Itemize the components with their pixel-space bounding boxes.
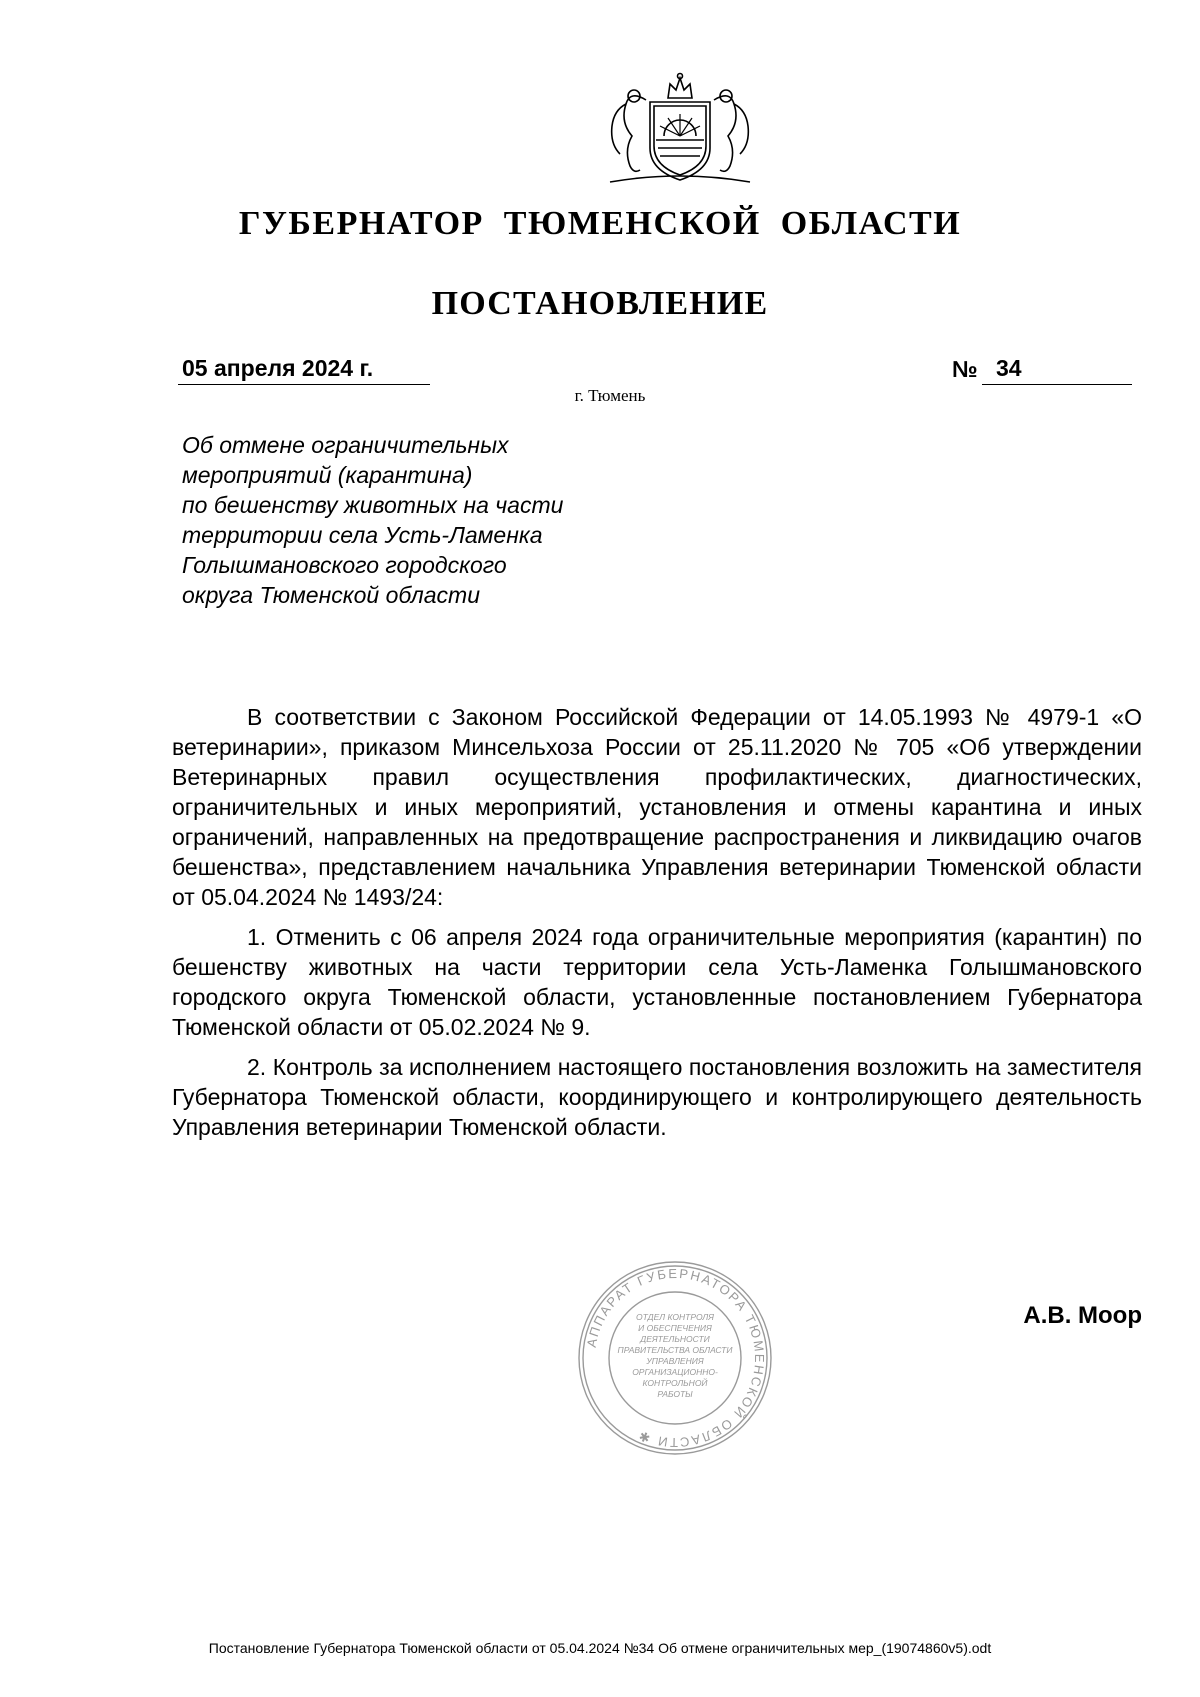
svg-text:ПРАВИТЕЛЬСТВА ОБЛАСТИ: ПРАВИТЕЛЬСТВА ОБЛАСТИ bbox=[617, 1345, 733, 1355]
svg-text:ОРГАНИЗАЦИОННО-: ОРГАНИЗАЦИОННО- bbox=[632, 1367, 718, 1377]
document-number: 34 bbox=[996, 355, 1022, 381]
file-footer: Постановление Губернатора Тюменской области от 05.04.2024 №34 Об отмене ограничительных мер_(19074860v5).odt bbox=[208, 1640, 992, 1656]
preamble-paragraph: В соответствии с Законом Российской Федерации от 14.05.1993 № 4979-1 «О ветеринарии», приказом Минсельхоза России от 25.11.2020 № 705 «Об утверждении Ветеринарных правил осуществления профилактических, диагностических, ограничительных и иных мероприятий, установления и отмены карантина и иных ограничений, направленных на предотвращение распространения и ликвидацию очагов бешенства», представлением начальника Управления ветеринарии Тюменской области от 05.04.2024 № 1493/24: bbox=[172, 704, 1142, 910]
document-body bbox=[172, 702, 1142, 1152]
subject-line: округа Тюменской области bbox=[182, 582, 481, 608]
seal-outer-text: АППАРАТ ГУБЕРНАТОРА ТЮМЕНСКОЙ ОБЛАСТИ ✱ bbox=[583, 1265, 768, 1451]
clause-2-paragraph: 2. Контроль за исполнением настоящего постановления возложить на заместителя Губернатора Тюменской области, координирующего и контролирующего деятельность Управления ветеринарии Тюменской области. bbox=[172, 1054, 1142, 1140]
svg-text:РАБОТЫ: РАБОТЫ bbox=[657, 1389, 693, 1399]
svg-text:И ОБЕСПЕЧЕНИЯ: И ОБЕСПЕЧЕНИЯ bbox=[638, 1323, 712, 1333]
subject-line: территории села Усть-Ламенка bbox=[182, 522, 543, 548]
svg-text:ОТДЕЛ КОНТРОЛЯ: ОТДЕЛ КОНТРОЛЯ bbox=[636, 1312, 714, 1322]
city-label: г. Тюмень bbox=[574, 386, 646, 405]
subject-line: Голышмановского городского bbox=[182, 552, 507, 578]
subject-line: Об отмене ограничительных bbox=[182, 432, 509, 458]
official-seal-icon bbox=[575, 1258, 775, 1458]
document-type-title: ПОСТАНОВЛЕНИЕ bbox=[431, 285, 769, 322]
subject-line: мероприятий (карантина) bbox=[182, 462, 473, 488]
signatory-name: А.В. Моор bbox=[1023, 1302, 1142, 1329]
svg-text:УПРАВЛЕНИЯ: УПРАВЛЕНИЯ bbox=[646, 1356, 704, 1366]
subject-line: по бешенству животных на части bbox=[182, 492, 564, 518]
authority-title: ГУБЕРНАТОР ТЮМЕНСКОЙ ОБЛАСТИ bbox=[238, 205, 962, 242]
date-field bbox=[178, 354, 430, 385]
number-field bbox=[982, 354, 1132, 385]
coat-of-arms-icon bbox=[590, 70, 770, 188]
number-label: № bbox=[952, 356, 978, 382]
clause-1-paragraph: 1. Отменить с 06 апреля 2024 года ограничительные мероприятия (карантин) по бешенству животных на части территории села Усть-Ламенка Голышмановского городского округа Тюменской области, установленные постановлением Губернатора Тюменской области от 05.02.2024 № 9. bbox=[172, 924, 1142, 1040]
document-subject bbox=[182, 430, 652, 610]
document-date: 05 апреля 2024 г. bbox=[182, 355, 374, 381]
svg-text:ДЕЯТЕЛЬНОСТИ: ДЕЯТЕЛЬНОСТИ bbox=[640, 1334, 710, 1344]
svg-text:КОНТРОЛЬНОЙ: КОНТРОЛЬНОЙ bbox=[642, 1378, 708, 1388]
